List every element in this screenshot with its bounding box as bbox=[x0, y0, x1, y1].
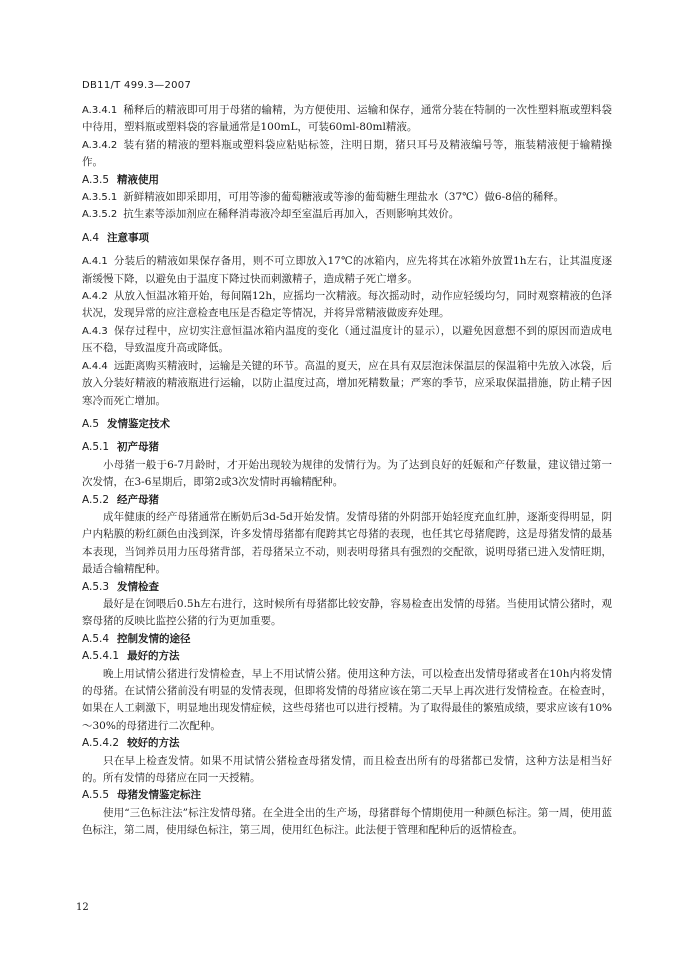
section-heading-a-5: A.5 发情鉴定技术 bbox=[82, 417, 171, 430]
paragraph-a-5-5: 使用“三色标注法”标注发情母猪。在全进全出的生产场，母猪群每个情期使用一种颜色标注。第一周，使用蓝色标注，第二周，使用绿色标注，第三周，使用红色标注。此法便于管理和配种后的返情检查。 bbox=[82, 806, 612, 837]
paragraph-a-5-4-1: 晚上用试情公猪进行发情检查，早上不用试情公猪。使用这种方法，可以检查出发情母猪或者在10h内将发情的母猪。在试情公猪前没有明显的发情表现，但即将发情的母猪应该在第二天早上再次进行发情检查。在检查时，如果在人工刺激下，明显地出现发情症候，这些母猪也可以进行授精。为了取得最佳的繁殖成绩，要求应该有10%～30%的母猪进行二次配种。 bbox=[82, 667, 612, 732]
section-heading-a-5-5: A.5.5 母猪发情鉴定标注 bbox=[82, 789, 202, 802]
clause-a-4-2: A.4.2 从放入恒温冰箱开始，每间隔12h，应摇均一次精液。每次摇动时，动作应轻缓均匀，同时观察精液的色泽状况，发现异常的应注意检查电压是否稳定等情况，并将异常精液做废弃处理。 bbox=[82, 290, 612, 320]
section-heading-a-5-1: A.5.1 初产母猪 bbox=[82, 441, 160, 454]
paragraph-a-5-4-2: 只在早上检查发情。如果不用试情公猪检查母猪发情，而且检查出所有的母猪都已发情，这种方法是相当好的。所有发情的母猪应在同一天授精。 bbox=[82, 754, 612, 785]
clause-a-3-5-2: A.3.5.2 抗生素等添加剂应在稀释消毒液冷却至室温后再加入，否则影响其效价。 bbox=[82, 208, 460, 221]
section-heading-a-4: A.4 注意事项 bbox=[82, 231, 150, 244]
section-heading-a-5-4: A.5.4 控制发情的途径 bbox=[82, 632, 191, 645]
clause-a-3-4-1: A.3.4.1 稀释后的精液即可用于母猪的输精，为方便使用、运输和保存，通常分装在特制的一次性塑料瓶或塑料袋中待用，塑料瓶或塑料袋的容量通常是100mL，可装60ml-80ml精液。 bbox=[82, 104, 612, 134]
clause-a-4-4: A.4.4 远距离购买精液时，运输是关键的环节。高温的夏天，应在具有双层泡沫保温层的保温箱中先放入冰袋，后放入分装好精液的精液瓶进行运输，以防止温度过高，增加死精数量；严寒的季节，应采取保温措施，防止精子因寒冷而死亡增加。 bbox=[82, 359, 612, 407]
document-id-header: DB11/T 499.3—2007 bbox=[82, 80, 192, 91]
section-heading-a-5-4-1: A.5.4.1 最好的方法 bbox=[82, 650, 180, 663]
clause-a-4-3: A.4.3 保存过程中，应切实注意恒温冰箱内温度的变化（通过温度计的显示），以避免因意想不到的原因而造成电压不稳，导致温度升高或降低。 bbox=[82, 324, 612, 355]
clause-a-3-4-2: A.3.4.2 装有猪的精液的塑料瓶或塑料袋应粘贴标签，注明日期，猪只耳号及精液编号等，瓶装精液便于输精操作。 bbox=[82, 138, 612, 169]
clause-a-3-5-1: A.3.5.1 新鲜精液如即采即用，可用等渗的葡萄糖液或等渗的葡萄糖生理盐水（37℃）做6-8倍的稀释。 bbox=[82, 191, 565, 204]
paragraph-a-5-2: 成年健康的经产母猪通常在断奶后3d-5d开始发情。发情母猪的外阴部开始轻度充血红肿，逐渐变得明显，阴户内粘膜的粉红颜色由浅到深，许多发情母猪都有爬跨其它母猪的表现，也任其它母猪爬跨，这是母猪发情的最基本表现，当饲养员用力压母猪背部，若母猪呆立不动，则表明母猪具有强烈的交配欲，说明母猪已进入发情旺期，最适合输精配种。 bbox=[82, 510, 612, 576]
page-number: 12 bbox=[76, 902, 89, 913]
section-heading-a-3-5: A.3.5 精液使用 bbox=[82, 173, 160, 186]
section-heading-a-5-2: A.5.2 经产母猪 bbox=[82, 493, 160, 506]
paragraph-a-5-1: 小母猪一般于6-7月龄时，才开始出现较为规律的发情行为。为了达到良好的妊娠和产仔数量，建议错过第一次发情，在3-6星期后，即第2或3次发情时再输精配种。 bbox=[82, 458, 612, 489]
section-heading-a-5-4-2: A.5.4.2 较好的方法 bbox=[82, 737, 180, 750]
section-heading-a-5-3: A.5.3 发情检查 bbox=[82, 580, 160, 593]
paragraph-a-5-3: 最好是在饲喂后0.5h左右进行，这时候所有母猪都比较安静，容易检查出发情的母猪。当使用试情公猪时，观察母猪的反映比监控公猪的行为更加重要。 bbox=[82, 597, 612, 628]
clause-a-4-1: A.4.1 分装后的精液如果保存备用，则不可立即放入17℃的冰箱内，应先将其在冰箱外放置1h左右，让其温度逐渐缓慢下降，以避免由于温度下降过快而刺激精子，造成精子死亡增多。 bbox=[82, 255, 612, 285]
document-body bbox=[82, 102, 612, 840]
